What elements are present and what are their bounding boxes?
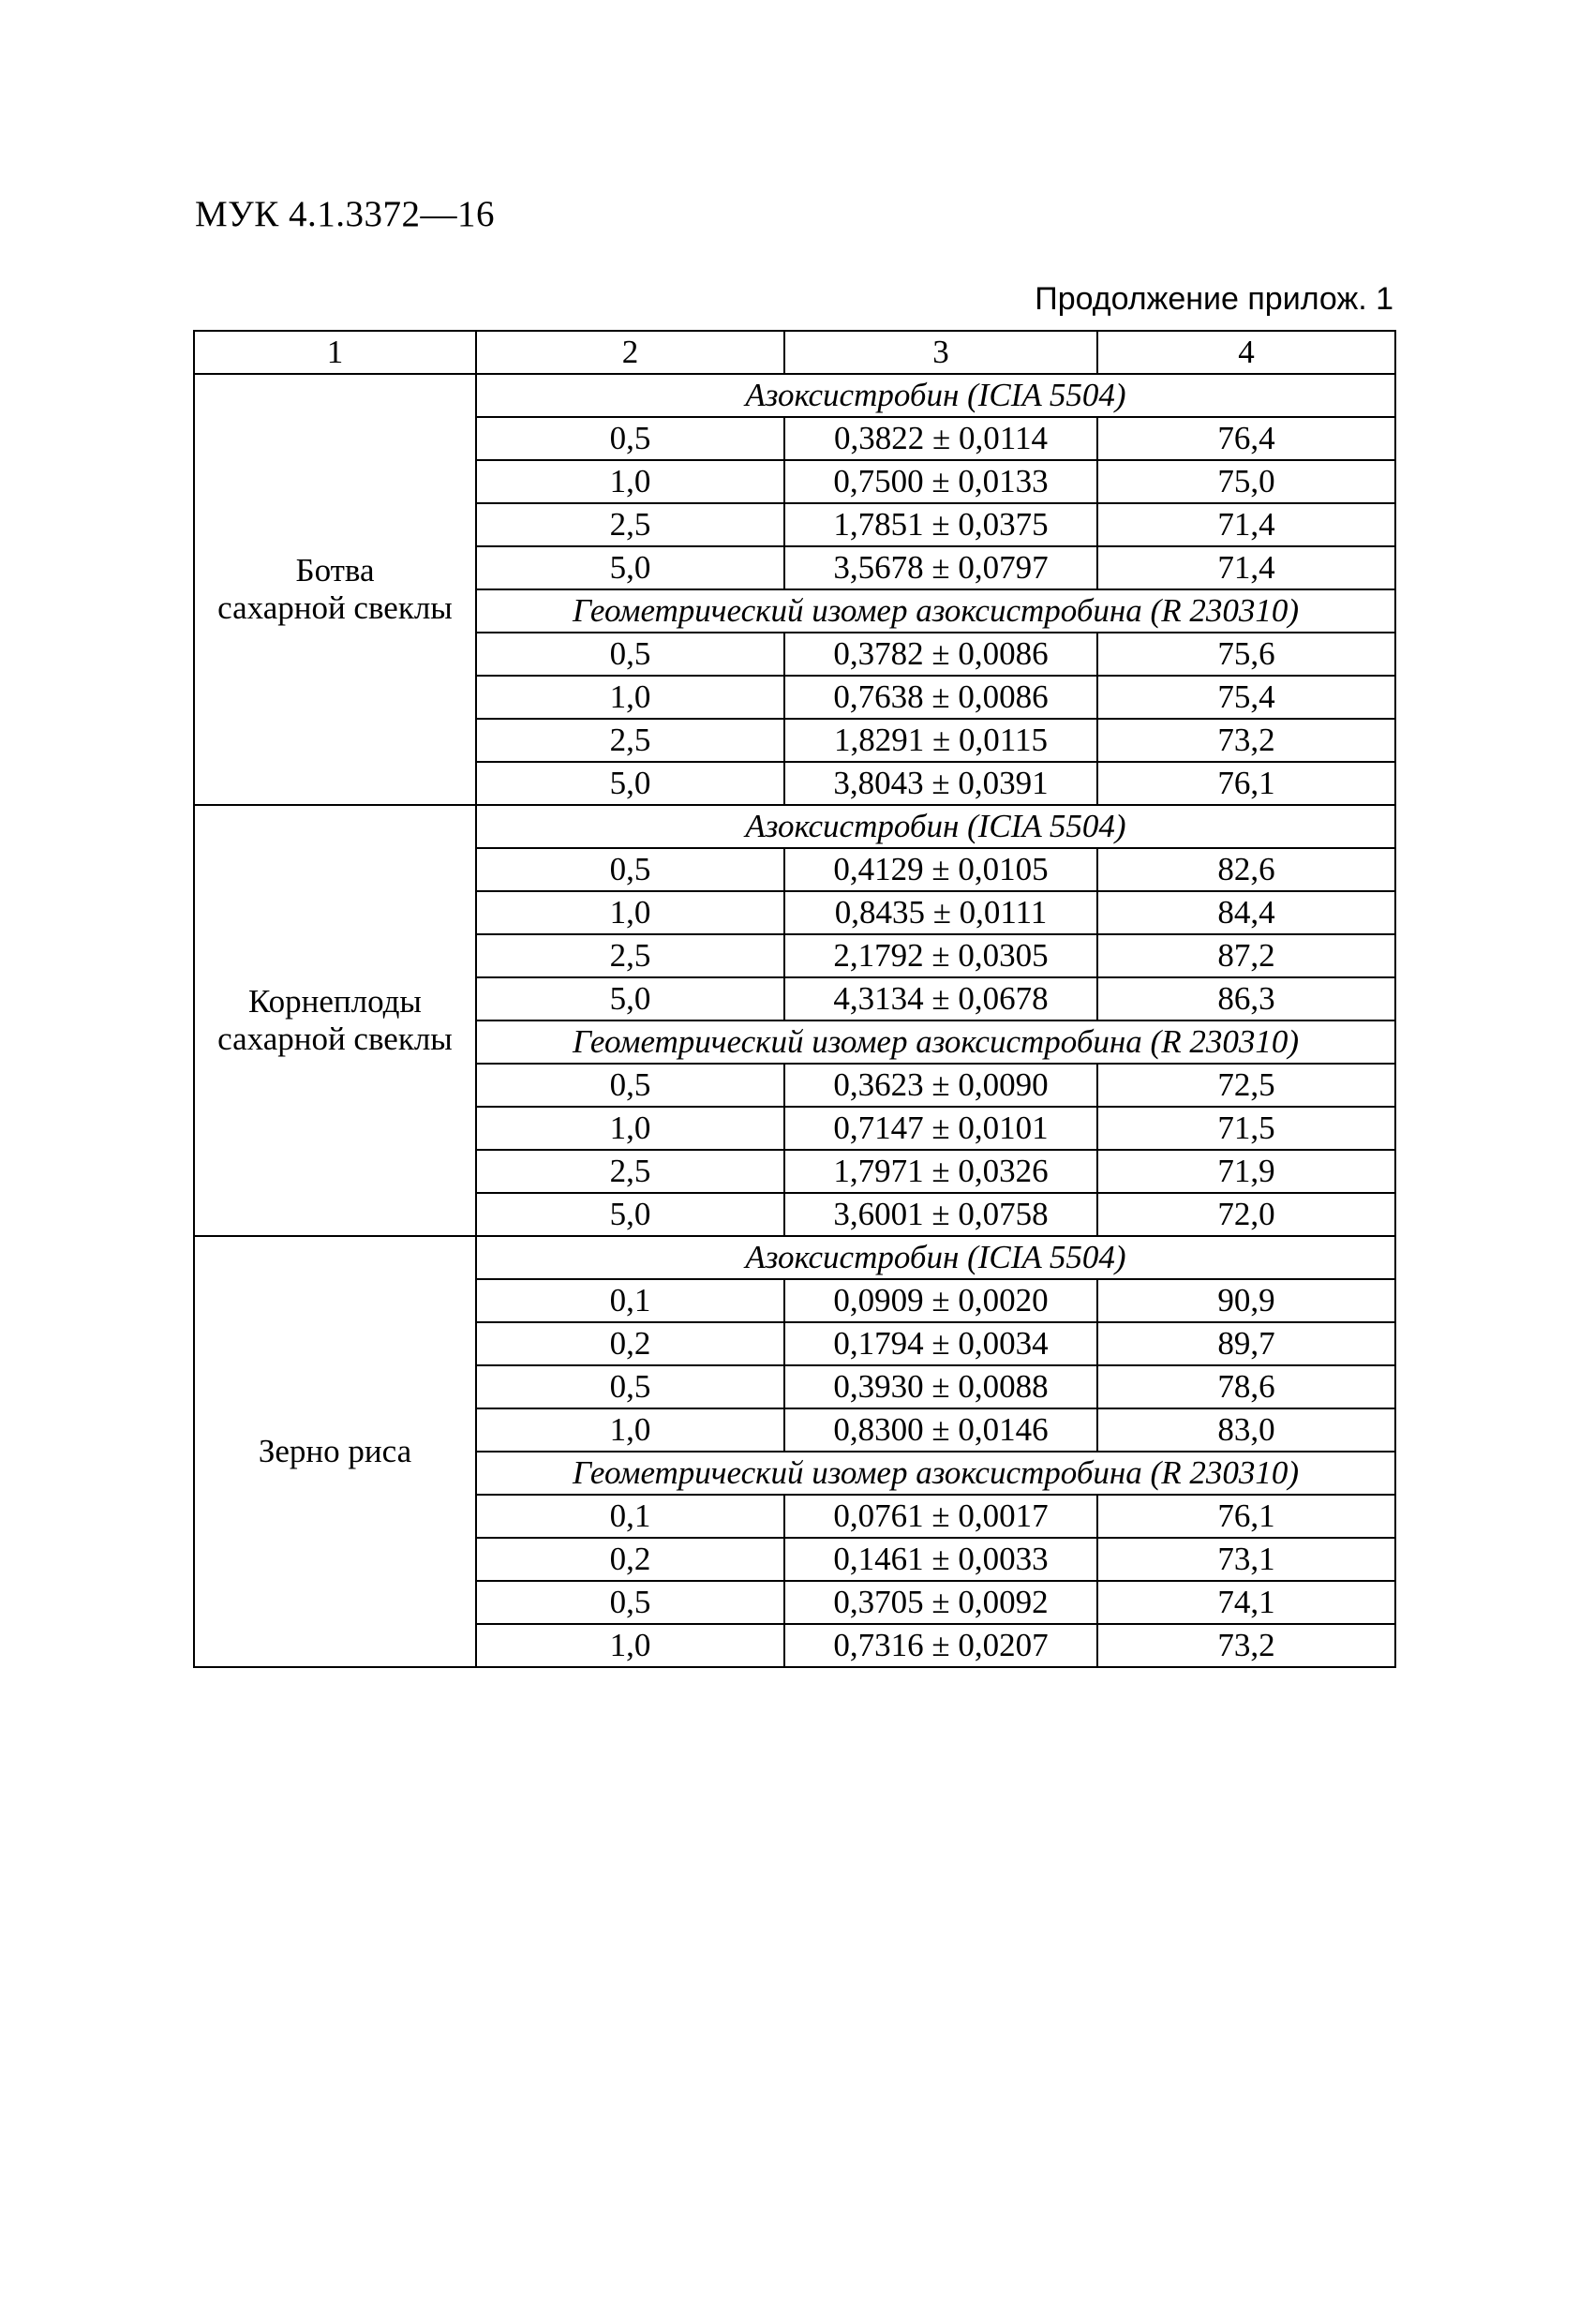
concentration-cell: 0,5: [476, 633, 784, 676]
found-value-cell: 1,7851 ± 0,0375: [784, 503, 1097, 546]
recovery-cell: 90,9: [1097, 1279, 1395, 1322]
found-value-cell: 3,5678 ± 0,0797: [784, 546, 1097, 589]
concentration-cell: 1,0: [476, 460, 784, 503]
section-row: [194, 1236, 1395, 1279]
product-name-line: Корнеплоды: [248, 983, 422, 1020]
recovery-cell: 71,5: [1097, 1107, 1395, 1150]
recovery-cell: 89,7: [1097, 1322, 1395, 1365]
column-number-row: [194, 331, 1395, 374]
recovery-cell: 78,6: [1097, 1365, 1395, 1408]
concentration-cell: 2,5: [476, 934, 784, 977]
concentration-cell: 1,0: [476, 1107, 784, 1150]
concentration-cell: 5,0: [476, 1193, 784, 1236]
concentration-cell: 0,1: [476, 1495, 784, 1538]
concentration-cell: 5,0: [476, 546, 784, 589]
continuation-label: Продолжение прилож. 1: [1035, 281, 1393, 317]
concentration-cell: 2,5: [476, 503, 784, 546]
section-row: [194, 374, 1395, 417]
product-name-cell: [194, 805, 476, 1236]
column-number: 3: [784, 331, 1097, 374]
found-value-cell: 2,1792 ± 0,0305: [784, 934, 1097, 977]
found-value-cell: 0,8300 ± 0,0146: [784, 1408, 1097, 1452]
product-name-line: сахарной свеклы: [217, 589, 453, 626]
found-value-cell: 0,3705 ± 0,0092: [784, 1581, 1097, 1624]
section-title: Геометрический изомер азоксистробина (R 230310): [476, 1020, 1395, 1064]
recovery-cell: 75,6: [1097, 633, 1395, 676]
found-value-cell: 1,8291 ± 0,0115: [784, 719, 1097, 762]
found-value-cell: 0,0761 ± 0,0017: [784, 1495, 1097, 1538]
found-value-cell: 0,3623 ± 0,0090: [784, 1064, 1097, 1107]
found-value-cell: 0,7147 ± 0,0101: [784, 1107, 1097, 1150]
found-value-cell: 1,7971 ± 0,0326: [784, 1150, 1097, 1193]
recovery-cell: 76,1: [1097, 762, 1395, 805]
found-value-cell: 3,8043 ± 0,0391: [784, 762, 1097, 805]
recovery-cell: 83,0: [1097, 1408, 1395, 1452]
section-title: Азоксистробин (ICIA 5504): [476, 1236, 1395, 1279]
recovery-cell: 71,4: [1097, 546, 1395, 589]
concentration-cell: 0,2: [476, 1538, 784, 1581]
concentration-cell: 2,5: [476, 719, 784, 762]
concentration-cell: 1,0: [476, 1624, 784, 1667]
document-header: МУК 4.1.3372—16: [195, 194, 496, 234]
concentration-cell: 0,5: [476, 1064, 784, 1107]
concentration-cell: 5,0: [476, 762, 784, 805]
recovery-cell: 71,4: [1097, 503, 1395, 546]
section-row: [194, 805, 1395, 848]
recovery-cell: 75,0: [1097, 460, 1395, 503]
product-name-cell: [194, 1236, 476, 1667]
recovery-cell: 73,2: [1097, 719, 1395, 762]
found-value-cell: 4,3134 ± 0,0678: [784, 977, 1097, 1020]
found-value-cell: 0,1461 ± 0,0033: [784, 1538, 1097, 1581]
found-value-cell: 3,6001 ± 0,0758: [784, 1193, 1097, 1236]
recovery-cell: 76,4: [1097, 417, 1395, 460]
results-table: [193, 330, 1396, 1668]
concentration-cell: 1,0: [476, 1408, 784, 1452]
section-title: Геометрический изомер азоксистробина (R 230310): [476, 589, 1395, 633]
concentration-cell: 0,2: [476, 1322, 784, 1365]
recovery-cell: 72,0: [1097, 1193, 1395, 1236]
table-body: [194, 374, 1395, 1667]
concentration-cell: 1,0: [476, 891, 784, 934]
found-value-cell: 0,3930 ± 0,0088: [784, 1365, 1097, 1408]
found-value-cell: 0,0909 ± 0,0020: [784, 1279, 1097, 1322]
section-title: Геометрический изомер азоксистробина (R 230310): [476, 1452, 1395, 1495]
recovery-cell: 84,4: [1097, 891, 1395, 934]
recovery-cell: 76,1: [1097, 1495, 1395, 1538]
results-table-container: [193, 330, 1394, 1668]
concentration-cell: 0,5: [476, 848, 784, 891]
found-value-cell: 0,7500 ± 0,0133: [784, 460, 1097, 503]
found-value-cell: 0,1794 ± 0,0034: [784, 1322, 1097, 1365]
product-name-cell: [194, 374, 476, 805]
section-title: Азоксистробин (ICIA 5504): [476, 805, 1395, 848]
concentration-cell: 5,0: [476, 977, 784, 1020]
column-number: 2: [476, 331, 784, 374]
recovery-cell: 86,3: [1097, 977, 1395, 1020]
recovery-cell: 75,4: [1097, 676, 1395, 719]
section-title: Азоксистробин (ICIA 5504): [476, 374, 1395, 417]
found-value-cell: 0,3822 ± 0,0114: [784, 417, 1097, 460]
found-value-cell: 0,3782 ± 0,0086: [784, 633, 1097, 676]
found-value-cell: 0,7316 ± 0,0207: [784, 1624, 1097, 1667]
recovery-cell: 73,1: [1097, 1538, 1395, 1581]
recovery-cell: 72,5: [1097, 1064, 1395, 1107]
concentration-cell: 0,5: [476, 417, 784, 460]
concentration-cell: 1,0: [476, 676, 784, 719]
product-name-line: Ботва: [295, 552, 375, 588]
column-number: 1: [194, 331, 476, 374]
found-value-cell: 0,8435 ± 0,0111: [784, 891, 1097, 934]
found-value-cell: 0,4129 ± 0,0105: [784, 848, 1097, 891]
product-name-line: Зерно риса: [258, 1433, 412, 1469]
recovery-cell: 74,1: [1097, 1581, 1395, 1624]
recovery-cell: 71,9: [1097, 1150, 1395, 1193]
recovery-cell: 82,6: [1097, 848, 1395, 891]
concentration-cell: 0,5: [476, 1581, 784, 1624]
column-number: 4: [1097, 331, 1395, 374]
concentration-cell: 0,1: [476, 1279, 784, 1322]
found-value-cell: 0,7638 ± 0,0086: [784, 676, 1097, 719]
recovery-cell: 73,2: [1097, 1624, 1395, 1667]
product-name-line: сахарной свеклы: [217, 1020, 453, 1057]
concentration-cell: 0,5: [476, 1365, 784, 1408]
concentration-cell: 2,5: [476, 1150, 784, 1193]
recovery-cell: 87,2: [1097, 934, 1395, 977]
